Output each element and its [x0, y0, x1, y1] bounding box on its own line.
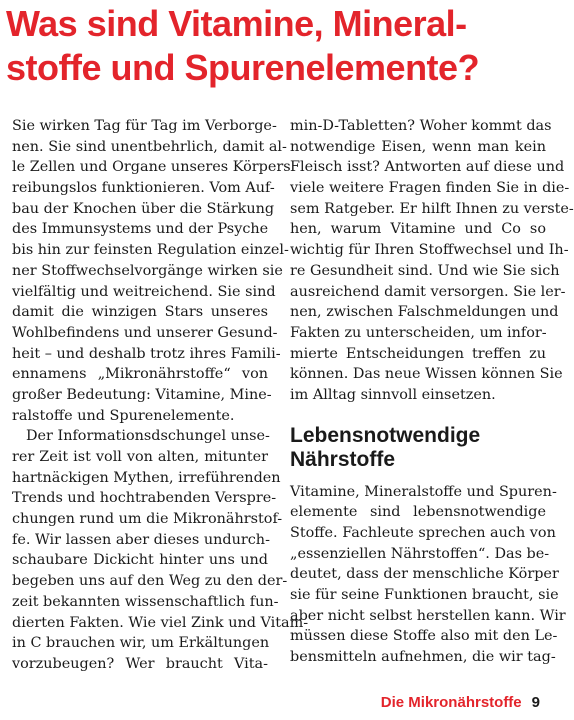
text-line: Sie wirken Tag für Tag im Verborge-: [12, 118, 277, 134]
text-line: nen. Sie sind unentbehrlich, damit al-: [12, 138, 287, 155]
section-heading-line: Lebensnotwendige: [290, 423, 481, 447]
text-line: Der Informationsdschungel unse-: [26, 428, 270, 445]
text-line: deutet, dass der menschliche Körper: [290, 566, 559, 583]
right-column: [290, 116, 574, 668]
text-line: fe. Wir lassen aber dieses undurch-: [12, 531, 270, 548]
text-line: chungen rund um die Mikronährstof-: [12, 511, 283, 528]
text-line: mierte Entscheidungen treffen zu: [290, 345, 546, 362]
left-column: [12, 116, 309, 675]
text-line: „essenziellen Nährstoffen“. Das be-: [290, 545, 550, 562]
text-line: sem Ratgeber. Er hilft Ihnen zu verste-: [290, 200, 574, 217]
body-paragraph: [290, 116, 574, 406]
body-paragraph: [12, 426, 309, 674]
text-line: müssen diese Stoffe also mit den Le-: [290, 628, 558, 645]
intro-paragraph: [12, 116, 291, 426]
text-line: hartnäckigen Mythen, irreführenden: [12, 469, 281, 486]
text-line: elemente sind lebensnotwendige: [290, 504, 546, 521]
text-line: reibungslos funktionieren. Vom Auf-: [12, 180, 275, 197]
text-line: begeben uns auf den Weg zu den der-: [12, 573, 288, 590]
text-line: schaubare Dickicht hinter uns und: [12, 552, 268, 569]
text-line: nen, zwischen Falschmeldungen und: [290, 304, 559, 321]
text-line: ner Stoffwechselvorgänge wirken sie: [12, 262, 283, 279]
text-line: großer Bedeutung: Vitamine, Mine-: [12, 386, 272, 403]
book-title: Die Mikronährstoffe: [380, 694, 522, 711]
text-line: vorzubeugen? Wer braucht Vita-: [12, 655, 268, 672]
text-line: Fleisch isst? Antworten auf diese und: [290, 159, 565, 176]
text-line: Trends und hochtrabenden Verspre-: [12, 490, 277, 507]
text-line: des Immunsystems und der Psyche: [12, 221, 269, 238]
page-number: 9: [531, 694, 540, 711]
text-line: ralstoffe und Spurenelemente.: [12, 407, 235, 424]
text-line: zeit bekannten wissenschaftlich fun-: [12, 593, 279, 610]
text-line: damit die winzigen Stars unseres: [12, 304, 268, 321]
text-line: wichtig für Ihren Stoffwechsel und Ih-: [290, 242, 569, 259]
text-line: Vitamine, Mineralstoffe und Spuren-: [290, 483, 557, 500]
text-line: ausreichend damit versorgen. Sie ler-: [290, 283, 566, 300]
text-line: sie für seine Funktionen braucht, sie: [290, 587, 559, 604]
text-line: können. Das neue Wissen können Sie: [290, 366, 563, 383]
text-line: aber nicht selbst herstellen kann. Wir: [290, 607, 566, 624]
text-line: im Alltag sinnvoll einsetzen.: [290, 386, 496, 403]
text-line: vielfältig und weitreichend. Sie sind: [12, 283, 276, 300]
text-line: min-D-Tabletten? Woher kommt das: [290, 118, 552, 134]
text-line: notwendige Eisen, wenn man kein: [290, 138, 546, 155]
page-footer: [381, 694, 540, 712]
text-line: bis hin zur feinsten Regulation einzel-: [12, 242, 289, 259]
text-line: Wohlbefindens und unserer Gesund-: [12, 324, 278, 341]
section-heading: [290, 424, 546, 472]
page-title: [6, 2, 546, 90]
text-line: viele weitere Fragen finden Sie in die-: [290, 180, 570, 197]
text-line: bau der Knochen über die Stärkung: [12, 200, 275, 217]
text-line: ennamens „Mikronährstoffe“ von: [12, 366, 268, 383]
text-line: le Zellen und Organe unseres Körpers: [12, 159, 291, 176]
text-line: hen, warum Vitamine und Co so: [290, 221, 546, 238]
body-paragraph: [290, 482, 566, 668]
text-line: re Gesundheit sind. Und wie Sie sich: [290, 262, 560, 279]
page-title-line: Was sind Vitamine, Mineral-: [6, 3, 467, 44]
text-line: rer Zeit ist voll von alten, mitunter: [12, 449, 268, 465]
text-line: Fakten zu unterscheiden, um infor-: [290, 324, 547, 341]
section-heading-line: Nährstoffe: [290, 447, 396, 471]
text-line: bensmitteln aufnehmen, die wir tag-: [290, 649, 556, 666]
text-line: dierten Fakten. Wie viel Zink und Vitam-: [12, 614, 309, 631]
text-line: in C brauchen wir, um Erkältungen: [12, 635, 270, 652]
text-line: heit – und deshalb trotz ihres Famili-: [12, 345, 281, 362]
text-line: Stoffe. Fachleute sprechen auch von: [290, 525, 556, 541]
page-title-line: stoffe und Spurenelemente?: [6, 47, 480, 88]
